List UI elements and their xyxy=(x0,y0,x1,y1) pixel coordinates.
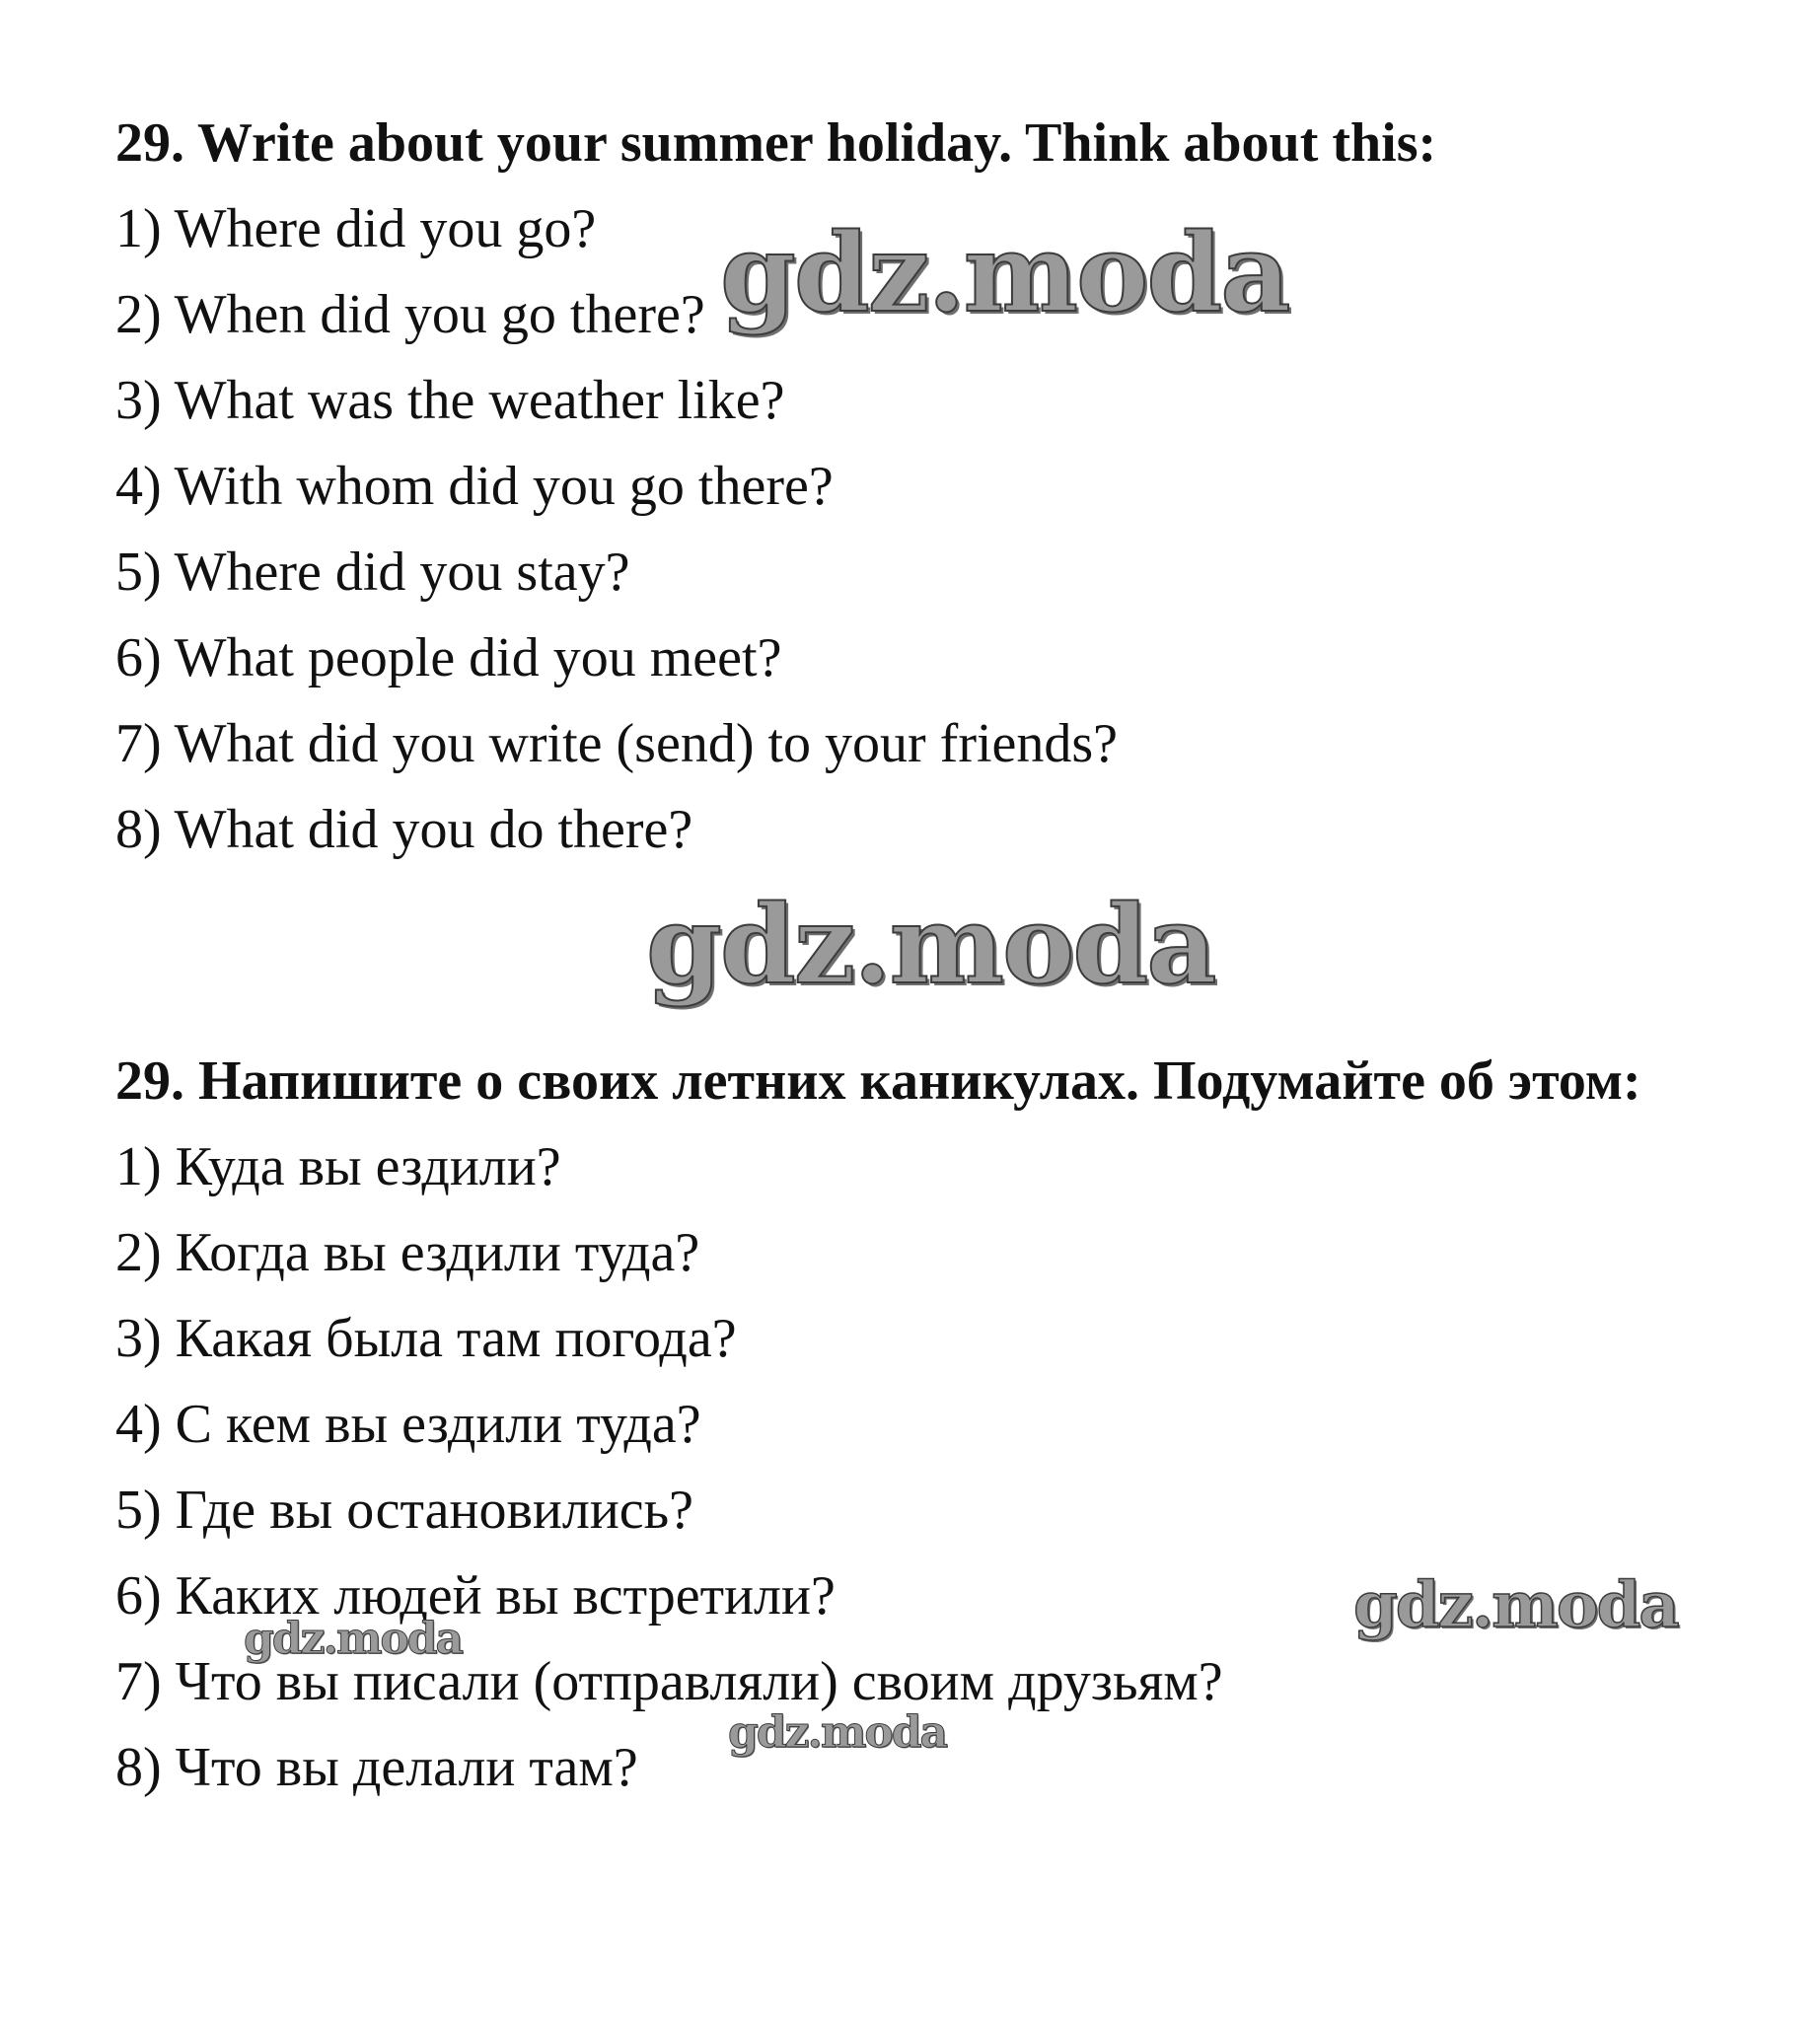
question-item: 8) What did you do there? xyxy=(115,799,693,860)
question-item: 8) Что вы делали там? xyxy=(115,1737,638,1798)
question-item: 3) What was the weather like? xyxy=(115,370,785,431)
question-item: 1) Where did you go? xyxy=(115,198,597,259)
watermark: gdz.moda xyxy=(1353,1568,1678,1642)
question-item: 6) Каких людей вы встретили? xyxy=(115,1565,836,1626)
question-item: 7) What did you write (send) to your friends? xyxy=(115,713,1119,774)
watermark: gdz.moda xyxy=(646,881,1215,1008)
question-item: 7) Что вы писали (отправляли) своим друзьям? xyxy=(115,1651,1223,1712)
exercise-heading-russian: 29. Напишите о своих летних каникулах. Подумайте об этом: xyxy=(115,1050,1641,1112)
english-section xyxy=(115,101,1783,873)
exercise-heading-english: 29. Write about your summer holiday. Think about this: xyxy=(115,112,1437,174)
question-item: 6) What people did you meet? xyxy=(115,627,782,688)
question-list-russian xyxy=(115,1124,1783,1811)
question-item: 4) С кем вы ездили туда? xyxy=(115,1394,701,1455)
watermark: gdz.moda xyxy=(728,1707,947,1758)
question-item: 2) When did you go there? xyxy=(115,284,705,345)
russian-section xyxy=(115,1039,1783,1811)
question-item: 1) Куда вы ездили? xyxy=(115,1136,561,1197)
watermark: gdz.moda xyxy=(244,1614,463,1664)
question-item: 5) Where did you stay? xyxy=(115,542,630,603)
question-item: 4) With whom did you go there? xyxy=(115,456,834,517)
question-item: 5) Где вы остановились? xyxy=(115,1480,694,1541)
watermark: gdz.moda xyxy=(720,209,1289,336)
question-item: 3) Какая была там погода? xyxy=(115,1308,737,1369)
question-item: 2) Когда вы ездили туда? xyxy=(115,1222,700,1283)
question-list-english xyxy=(115,186,1783,873)
